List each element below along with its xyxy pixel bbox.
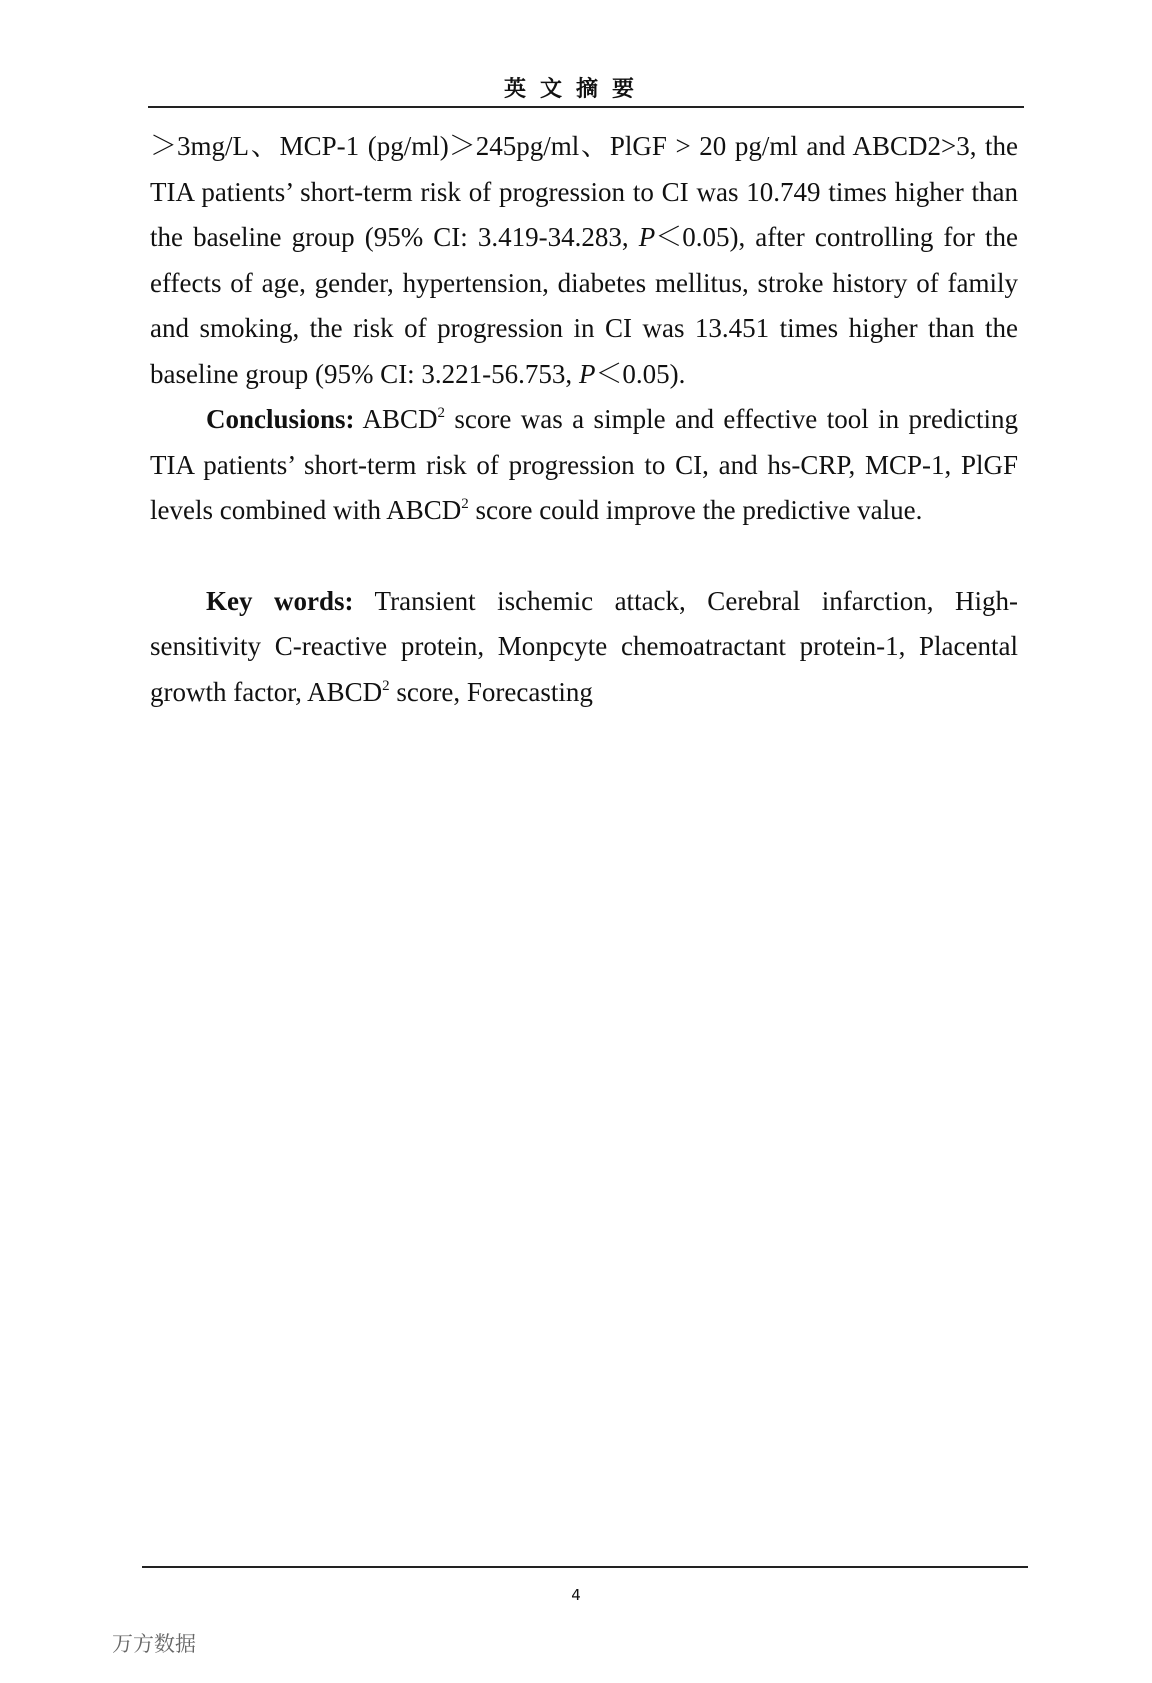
results-paragraph	[150, 124, 1018, 397]
conclusions-text-b: score was a simple and effective tool in predicting TIA patients’ short-term risk of progression to CI, and hs-CRP, MCP-1, PlGF levels combined with ABCD	[150, 404, 1018, 525]
results-text-start: ＞3mg/L、MCP-1 (pg/ml)＞245pg/ml、PlGF > 20 pg/ml and ABCD2>3, the TIA patients’ short-term risk of progression to CI was 10.749 times higher than the baseline group (95% CI: 3.419-34.283,	[150, 131, 1018, 252]
superscript: 2	[437, 405, 445, 421]
keywords-text-b: score, Forecasting	[389, 676, 593, 707]
keywords-label: Key words:	[206, 585, 354, 616]
page-number: 4	[571, 1586, 581, 1604]
results-text-end: ＜0.05).	[595, 358, 686, 389]
header-rule	[148, 106, 1024, 108]
conclusions-text-a: ABCD	[354, 404, 438, 434]
keywords-paragraph	[150, 579, 1018, 716]
conclusions-label: Conclusions:	[206, 404, 355, 434]
superscript: 2	[461, 496, 469, 512]
results-text-middle: ＜0.05), after controlling for the effects of age, gender, hypertension, diabetes mellitus, stroke history of family and smoking, the risk of progression in CI was 13.451 times higher than the baseline group (95% CI: 3.221-56.753,	[150, 222, 1018, 389]
page-header-title: 英文摘要	[503, 77, 648, 102]
conclusions-paragraph	[150, 397, 1018, 534]
watermark: 万方数据	[112, 1632, 196, 1656]
footer-rule	[142, 1566, 1028, 1568]
p-value-label: P	[638, 222, 656, 252]
superscript: 2	[382, 677, 390, 694]
conclusions-text-c: score could improve the predictive value.	[468, 495, 923, 525]
keywords-text-a: Transient ischemic attack, Cerebral infarction, High-sensitivity C-reactive protein, Monpcyte chemoatractant protein-1, Placental growth factor, ABCD	[150, 585, 1018, 707]
p-value-label: P	[578, 358, 596, 389]
abstract-body	[150, 124, 1018, 715]
